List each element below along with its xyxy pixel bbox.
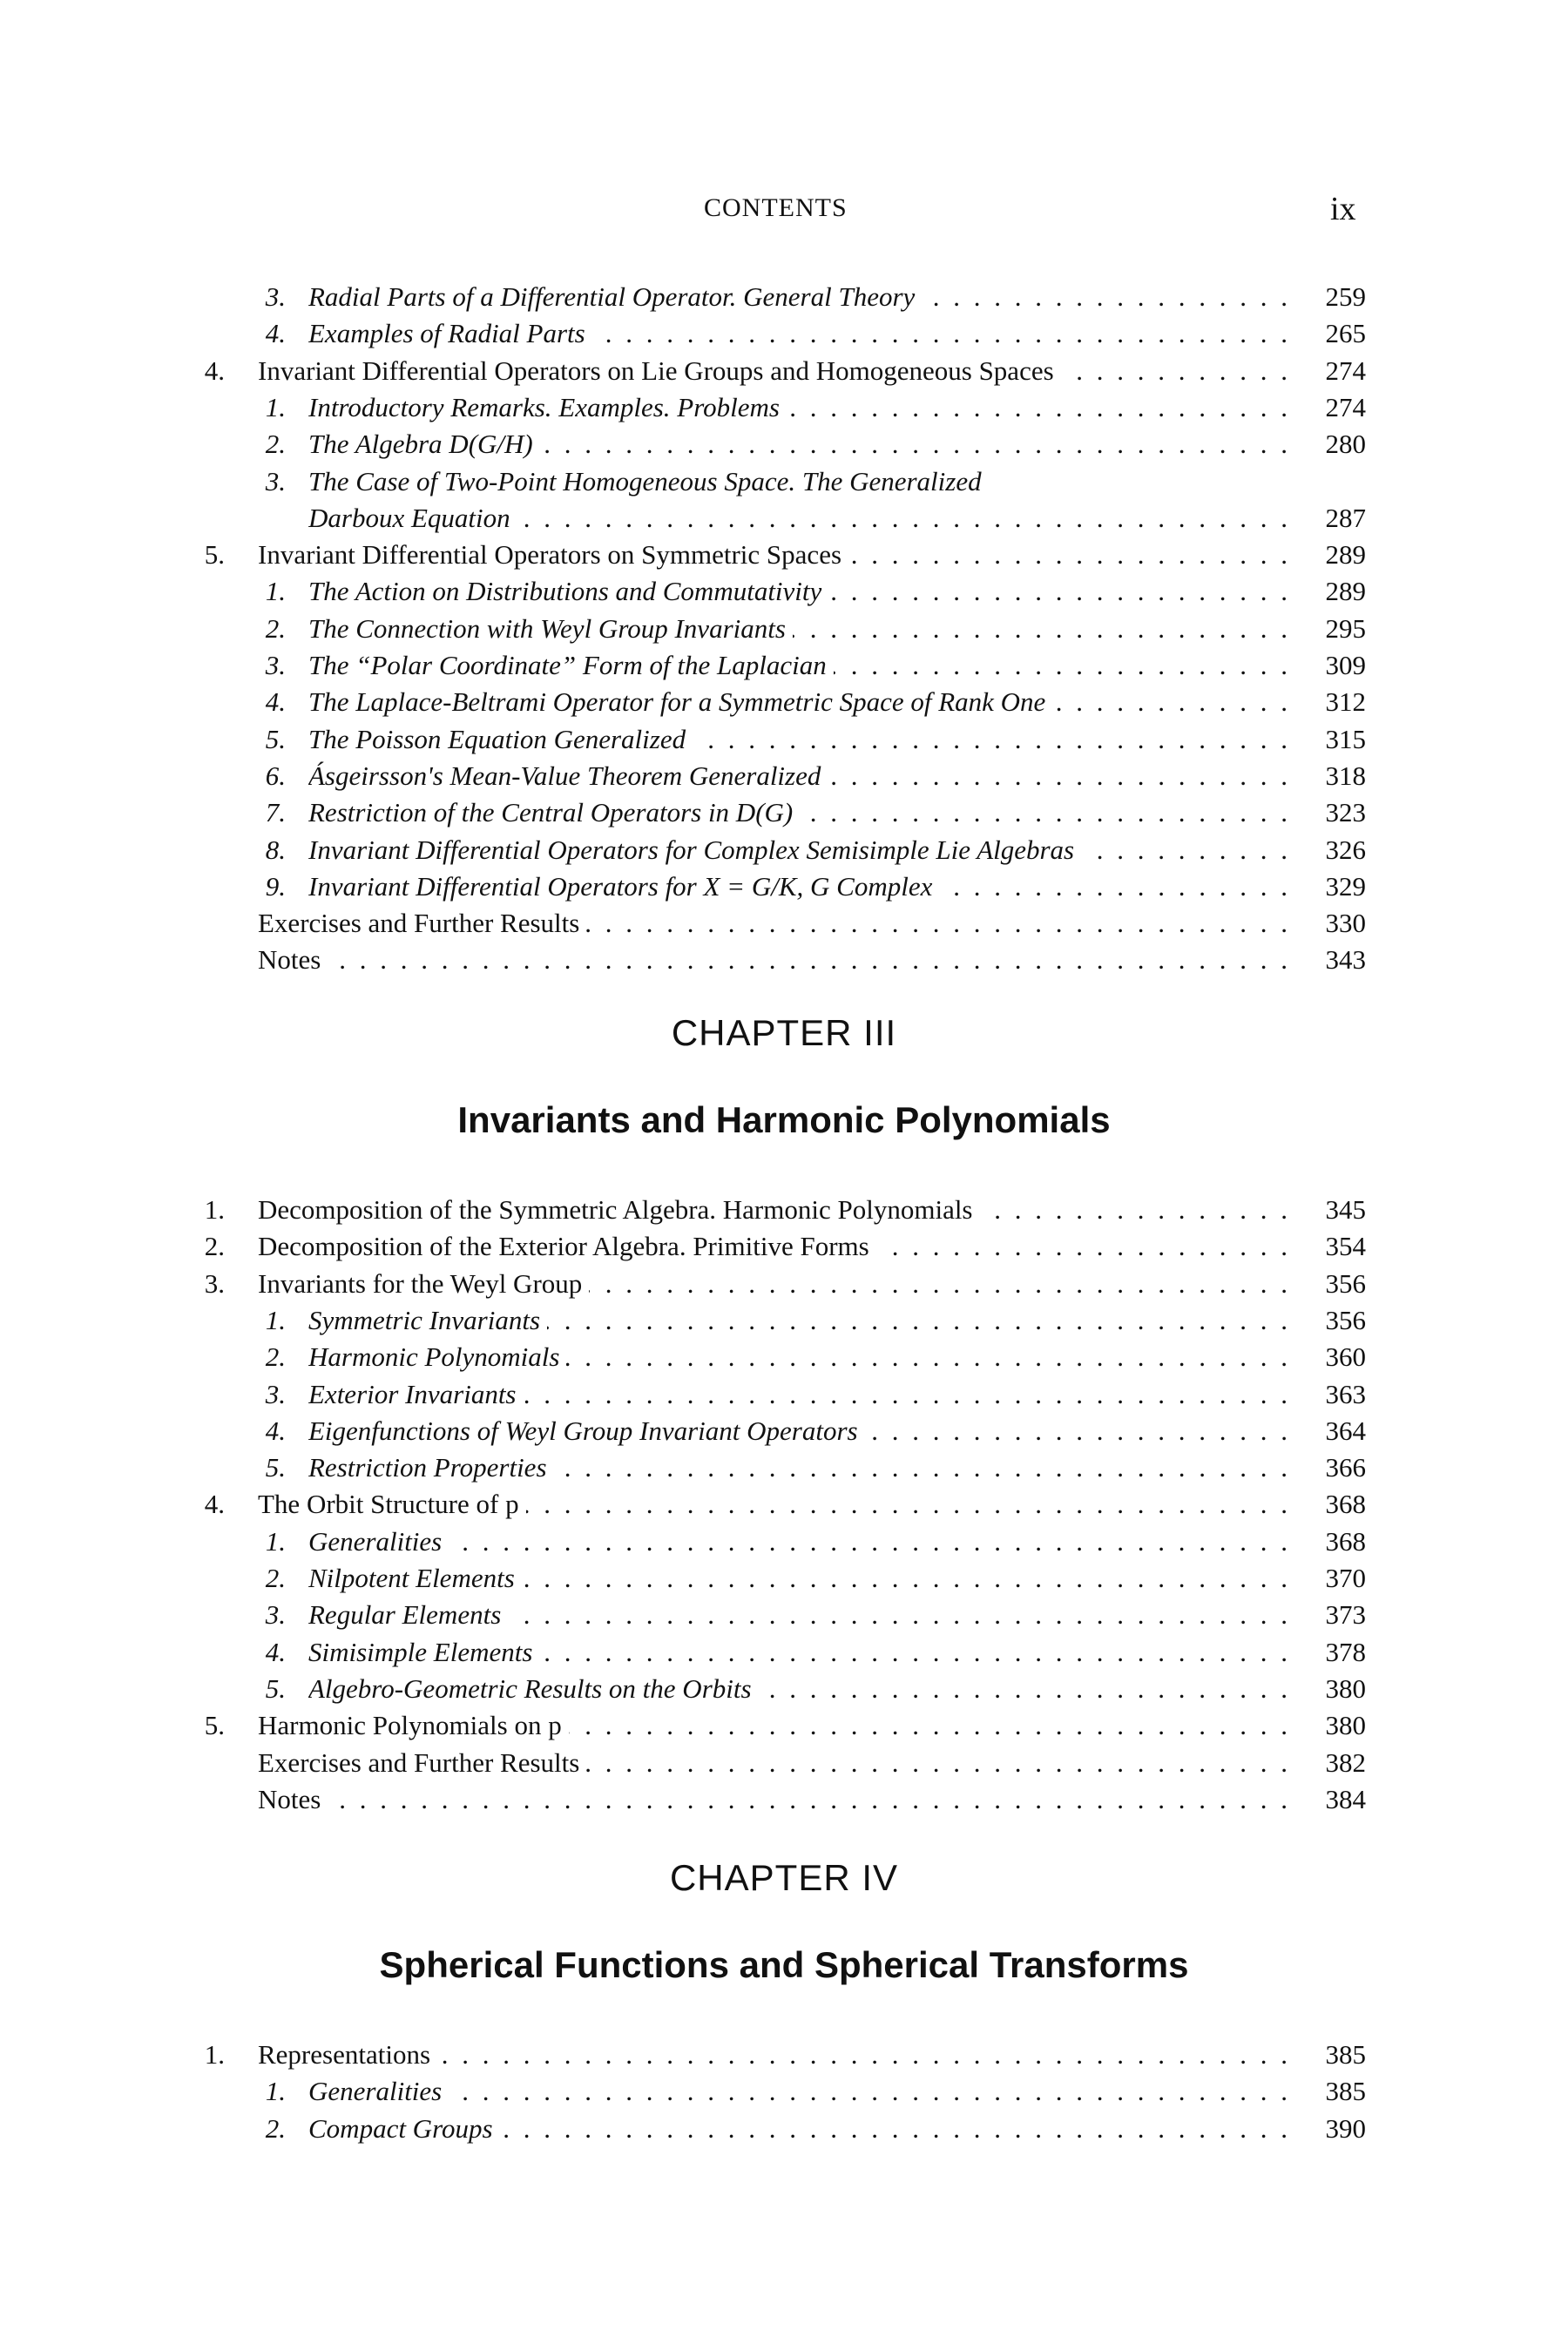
toc-entry-title: Symmetric Invariants [308,1302,547,1339]
toc-entry-page: 309 [1325,650,1366,680]
toc-entry-leader [258,537,1291,573]
toc-entry-title: Simisimple Elements [308,1634,539,1671]
toc-entry-number: 4. [265,318,286,349]
toc-entry-page: 265 [1325,318,1366,349]
dot-leader [589,1266,1291,1302]
toc-entry-page: 382 [1325,1746,1366,1778]
toc-entry-title: The Orbit Structure of p [258,1486,526,1523]
dot-leader [586,1745,1291,1781]
toc-entry[interactable] [0,611,1568,647]
toc-entry[interactable] [0,573,1568,610]
toc-entry-leader [308,2111,1291,2147]
toc-entry-leader [258,1486,1291,1523]
toc-entry-title: Compact Groups [308,2111,500,2147]
dot-leader [328,942,1291,978]
dot-leader [547,1302,1291,1339]
toc-entry-page: 315 [1325,723,1366,754]
toc-entry-title: Invariant Differential Operators on Symmetric Spaces [258,537,848,573]
toc-entry-title: Eigenfunctions of Weyl Group Invariant Operators [308,1413,865,1449]
dot-leader [787,389,1291,426]
toc-entry-leader [258,1192,1291,1228]
chapter-4-title: Spherical Functions and Spherical Transforms [379,1944,1189,1985]
dot-leader [566,1339,1291,1375]
toc-entry-leader [258,2037,1291,2073]
toc-entry-title: The Case of Two-Point Homogeneous Space. The Generalized [308,465,982,497]
toc-entry-title: Invariant Differential Operators for X = G/K, G Complex [308,868,939,905]
toc-entry-page: 360 [1325,1341,1366,1373]
toc-entry-page: 370 [1325,1563,1366,1593]
toc-entry-page: 343 [1325,944,1366,976]
toc-entry-title: Regular Elements [308,1597,508,1633]
dot-leader [539,1634,1291,1671]
toc-entry-page: 385 [1325,2076,1366,2107]
toc-entry-leader [258,1228,1291,1265]
toc-entry[interactable] [0,279,1568,315]
dot-leader [980,1192,1291,1228]
toc-entry-page: 345 [1325,1194,1366,1225]
toc-entry-number: 5. [265,723,286,754]
dot-leader [939,868,1291,905]
toc-entry-title: Invariants for the Weyl Group [258,1266,589,1302]
toc-entry-leader [308,1560,1291,1597]
toc-entry-leader [308,315,1291,352]
toc-entry-title: Examples of Radial Parts [308,315,592,352]
toc-entry-page: 326 [1325,834,1366,865]
dot-leader [1081,832,1291,868]
dot-leader [800,794,1291,831]
toc-entry-title: Introductory Remarks. Examples. Problems [308,389,787,426]
toc-entry-leader [258,942,1291,978]
toc-entry[interactable] [0,758,1568,794]
toc-entry-title: The Laplace-Beltrami Operator for a Symmetric Space of Rank One [308,684,1052,720]
toc-entry-title: Decomposition of the Symmetric Algebra. Harmonic Polynomials [258,1192,980,1228]
toc-entry-number: 1. [265,576,286,607]
toc-entry-number: 1. [265,391,286,422]
dot-leader [693,721,1291,758]
toc-entry-leader [308,684,1291,720]
toc-entry-page: 363 [1325,1378,1366,1409]
toc-entry-title: Invariant Differential Operators for Complex Semisimple Lie Algebras [308,832,1081,868]
toc-entry-page: 373 [1325,1599,1366,1631]
toc-entry-title: The Connection with Weyl Group Invariants [308,611,793,647]
toc-entry-leader [308,573,1291,610]
toc-entry[interactable] [0,1745,1568,1781]
toc-entry-title: Ásgeirsson's Mean-Value Theorem Generalized [308,758,828,794]
toc-entry-leader [258,1707,1291,1744]
toc-entry-leader [308,611,1291,647]
dot-leader [569,1707,1291,1744]
dot-leader [1052,684,1291,720]
toc-entry-title: Notes [258,942,328,978]
toc-entry-title: Invariant Differential Operators on Lie Groups and Homogeneous Spaces [258,353,1061,389]
toc-entry-number: 1. [265,2076,286,2107]
dot-leader [834,647,1291,684]
toc-entry-title: Darboux Equation [308,500,517,537]
toc-entry[interactable] [0,389,1568,426]
dot-leader [554,1449,1291,1486]
toc-entry[interactable] [0,1560,1568,1597]
toc-entry-title: Exercises and Further Results [258,905,586,942]
toc-entry-page: 380 [1325,1710,1366,1741]
toc-entry-leader [308,1339,1291,1375]
header-page-number: ix [1330,191,1356,227]
toc-entry-leader [308,1302,1291,1339]
toc-entry-number: 5. [204,539,225,571]
toc-entry-title: Harmonic Polynomials on p [258,1707,569,1744]
running-header [0,193,1568,228]
toc-entry-leader [308,1413,1291,1449]
toc-entry-number: 3. [204,1267,225,1299]
toc-entry-number: 2. [204,1231,225,1262]
toc-entry-page: 289 [1325,576,1366,607]
toc-entry-page: 259 [1325,281,1366,312]
toc-entry[interactable] [0,353,1568,389]
toc-entry[interactable] [0,868,1568,905]
toc-entry-number: 7. [265,797,286,828]
toc-entry-page: 356 [1325,1267,1366,1299]
toc-entry-page: 385 [1325,2039,1366,2070]
toc-entry-page: 323 [1325,797,1366,828]
dot-leader [522,1560,1291,1597]
toc-entry-number: 8. [265,834,286,865]
toc-entry-leader [258,1745,1291,1781]
toc-entry-number: 2. [265,612,286,644]
toc-entry-number: 4. [265,1415,286,1446]
toc-entry[interactable] [0,2037,1568,2073]
toc-entry-page: 364 [1325,1415,1366,1446]
toc-entry-number: 1. [204,1194,225,1225]
toc-entry-page: 384 [1325,1783,1366,1814]
toc-entry[interactable] [0,647,1568,684]
toc-entry-leader [308,758,1291,794]
toc-entry[interactable] [0,1634,1568,1671]
dot-leader [759,1671,1291,1707]
toc-entry[interactable] [0,463,1568,500]
toc-entry[interactable] [0,832,1568,868]
toc-entry-number: 5. [204,1710,225,1741]
dot-leader [526,1486,1291,1523]
toc-entry-title: The Algebra D(G/H) [308,426,540,463]
chapter-3-title: Invariants and Harmonic Polynomials [457,1099,1111,1140]
dot-leader [524,1376,1292,1413]
toc-entry-title: Generalities [308,1523,449,1560]
toc-entry-title: Harmonic Polynomials [308,1339,566,1375]
toc-entry-leader [308,832,1291,868]
toc-entry[interactable] [0,1339,1568,1375]
toc-entry-leader [308,2073,1291,2110]
toc-entry-number: 2. [265,1563,286,1593]
toc-entry-page: 280 [1325,429,1366,460]
dot-leader [437,2037,1291,2073]
toc-entry[interactable] [0,905,1568,942]
toc-entry[interactable] [0,1486,1568,1523]
toc-entry[interactable] [0,426,1568,463]
toc-entry[interactable] [0,942,1568,978]
dot-leader [922,279,1291,315]
dot-leader [828,758,1291,794]
toc-entry-number: 1. [265,1525,286,1557]
toc-entry-title: Representations [258,2037,437,2073]
toc-entry[interactable] [0,794,1568,831]
toc-entry-number: 3. [265,1599,286,1631]
toc-entry[interactable] [0,1671,1568,1707]
toc-entry-page: 287 [1325,502,1366,533]
toc-entry-number: 2. [265,1341,286,1373]
toc-entry-title: Notes [258,1781,328,1818]
toc-entry[interactable] [0,2111,1568,2147]
toc-entry-title: The “Polar Coordinate” Form of the Laplacian [308,647,834,684]
toc-entry-number: 3. [265,281,286,312]
toc-entry[interactable] [0,1192,1568,1228]
toc-entry-leader [308,389,1291,426]
toc-entry-leader [308,500,1291,537]
toc-entry-leader [258,353,1291,389]
toc-entry-page: 356 [1325,1304,1366,1335]
toc-entry[interactable] [0,537,1568,573]
toc-entry-number: 4. [204,355,225,386]
toc-entry[interactable] [0,1266,1568,1302]
toc-entry-title: Restriction Properties [308,1449,554,1486]
toc-entry-page: 368 [1325,1489,1366,1520]
toc-entry-number: 6. [265,760,286,791]
dot-leader [592,315,1291,352]
toc-entry-title: The Action on Distributions and Commutativity [308,573,828,610]
toc-entry-page: 368 [1325,1525,1366,1557]
dot-leader [328,1781,1291,1818]
toc-entry-page: 330 [1325,908,1366,939]
chapter-3-label: CHAPTER III [671,1012,897,1053]
toc-entry-leader [308,647,1291,684]
toc-entry-page: 378 [1325,1636,1366,1667]
toc-entry-title: The Poisson Equation Generalized [308,721,693,758]
toc-entry-leader [258,905,1291,942]
toc-entry[interactable] [0,1413,1568,1449]
toc-entry-number: 1. [204,2039,225,2070]
toc-entry-number: 5. [265,1452,286,1483]
toc-entry-leader [308,868,1291,905]
dot-leader [508,1597,1291,1633]
dot-leader [540,426,1291,463]
toc-entry[interactable] [0,1302,1568,1339]
dot-leader [449,1523,1291,1560]
toc-entry-page: 318 [1325,760,1366,791]
toc-entry-page: 289 [1325,539,1366,571]
header-title: CONTENTS [704,193,848,222]
toc-entry-title: Restriction of the Central Operators in D(G) [308,794,800,831]
chapter-4-label: CHAPTER IV [669,1857,899,1898]
toc-entry-page: 312 [1325,686,1366,718]
dot-leader [586,905,1291,942]
toc-entry-leader [308,1634,1291,1671]
toc-entry-title: Algebro-Geometric Results on the Orbits [308,1671,759,1707]
toc-entry-page: 274 [1325,355,1366,386]
toc-entry[interactable] [0,1781,1568,1818]
toc-entry-number: 4. [265,1636,286,1667]
toc-entry-page: 274 [1325,391,1366,422]
dot-leader [828,573,1291,610]
toc-entry[interactable] [0,315,1568,352]
toc-entry-page: 390 [1325,2112,1366,2144]
toc-entry-leader [308,721,1291,758]
dot-leader [865,1413,1291,1449]
toc-entry-leader [308,1597,1291,1633]
toc-entry-page: 380 [1325,1672,1366,1704]
toc-entry[interactable] [0,2073,1568,2110]
toc-entry-number: 5. [265,1672,286,1704]
dot-leader [517,500,1291,537]
toc-entry-title: Nilpotent Elements [308,1560,522,1597]
toc-entry-number: 4. [204,1489,225,1520]
toc-entry[interactable] [0,1449,1568,1486]
toc-entry-page: 295 [1325,612,1366,644]
toc-entry-title: Radial Parts of a Differential Operator. General Theory [308,279,922,315]
toc-entry-leader [258,1266,1291,1302]
toc-entry[interactable] [0,684,1568,720]
toc-entry[interactable] [0,1597,1568,1633]
toc-entry-page: 366 [1325,1452,1366,1483]
toc-entry[interactable] [0,721,1568,758]
toc-entry[interactable] [0,1376,1568,1413]
toc-entry-leader [308,279,1291,315]
toc-entry-leader [258,1781,1291,1818]
toc-entry-number: 2. [265,429,286,460]
toc-entry-leader [308,794,1291,831]
toc-entry-number: 3. [265,650,286,680]
dot-leader [848,537,1291,573]
toc-entry-leader [308,1449,1291,1486]
toc-entry-page: 329 [1325,870,1366,902]
toc-entry-title: Exterior Invariants [308,1376,524,1413]
toc-entry-number: 1. [265,1304,286,1335]
toc-entry[interactable] [0,1228,1568,1265]
toc-entry-page: 354 [1325,1231,1366,1262]
toc-entry-leader [308,1523,1291,1560]
dot-leader [1061,353,1291,389]
toc-entry-leader [308,426,1291,463]
toc-entry[interactable] [0,500,1568,537]
toc-entry-title: Exercises and Further Results [258,1745,586,1781]
toc-entry-number: 2. [265,2112,286,2144]
toc-entry-leader [308,1671,1291,1707]
dot-leader [500,2111,1291,2147]
dot-leader [793,611,1291,647]
toc-entry-leader [308,1376,1291,1413]
dot-leader [449,2073,1291,2110]
toc-entry-number: 4. [265,686,286,718]
toc-entry-number: 3. [265,1378,286,1409]
toc-entry-title: Generalities [308,2073,449,2110]
toc-entry-number: 9. [265,870,286,902]
dot-leader [876,1228,1291,1265]
toc-entry-number: 3. [265,465,286,497]
toc-entry[interactable] [0,1707,1568,1744]
toc-entry[interactable] [0,1523,1568,1560]
toc-entry-title: Decomposition of the Exterior Algebra. Primitive Forms [258,1228,876,1265]
